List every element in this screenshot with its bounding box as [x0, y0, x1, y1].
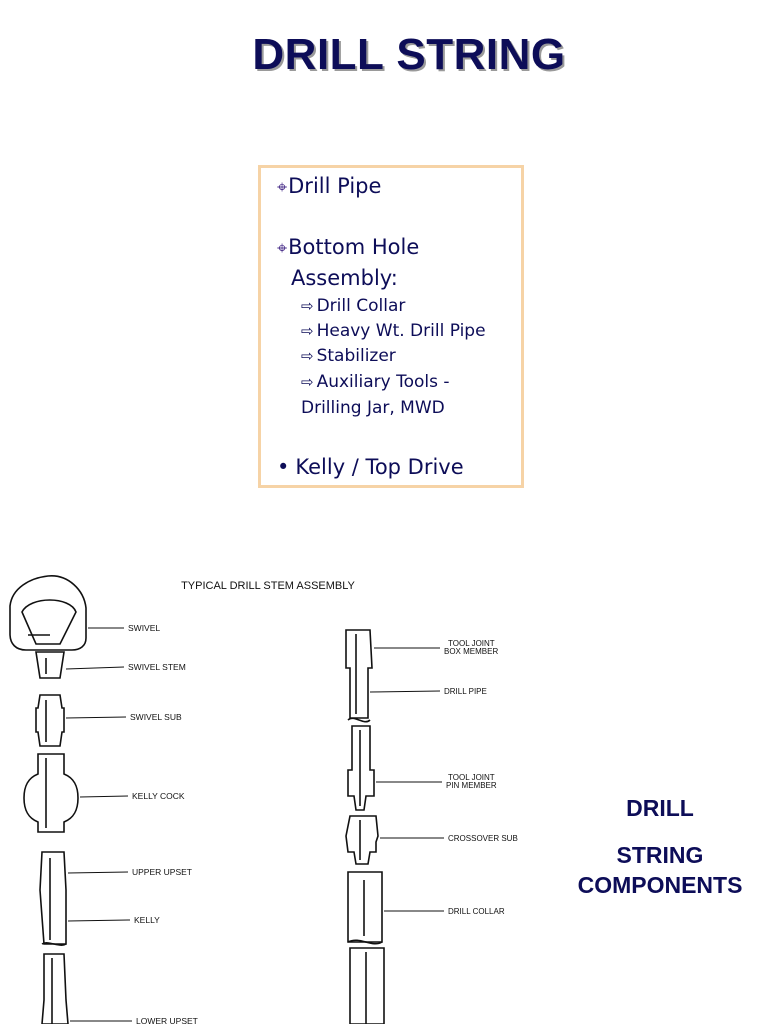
- left-labels: [128, 623, 198, 1024]
- drill-pipe-box-shape: [346, 630, 372, 718]
- swivel-shape: [10, 576, 86, 650]
- swivel-bail-shape: [22, 600, 76, 644]
- sub-bullet-text-continuation: Drilling Jar, MWD: [301, 398, 445, 418]
- bullet-bottom-hole-assembly: [277, 235, 419, 259]
- label-crossover-sub: CROSSOVER SUB: [448, 834, 518, 843]
- label-kelly-cock: KELLY COCK: [132, 791, 185, 801]
- dot-bullet-icon: •: [277, 455, 290, 479]
- label-drill-pipe: DRILL PIPE: [444, 687, 487, 696]
- sub-bullet-text: Drill Collar: [316, 296, 406, 316]
- label-tool-joint-box-2: BOX MEMBER: [444, 647, 499, 656]
- drill-stem-assembly-figure: [0, 560, 540, 1024]
- swivel-sub-shape: [36, 695, 64, 746]
- slide-title: DRILL STRING: [252, 30, 566, 79]
- lower-collar-shape: [350, 948, 384, 1024]
- arrow-right-icon: ⇨: [301, 322, 314, 340]
- crosshair-bullet-icon: ⌖: [277, 238, 288, 259]
- right-column-components: [346, 630, 384, 1024]
- arrow-right-icon: ⇨: [301, 373, 314, 391]
- bullet-text: Drill Pipe: [288, 174, 382, 198]
- label-upper-upset: UPPER UPSET: [132, 867, 192, 877]
- swivel-stem-shape: [36, 652, 64, 678]
- label-lower-upset: LOWER UPSET: [136, 1016, 198, 1024]
- drill-stem-diagram: [0, 560, 540, 1024]
- drill-pipe-pin-shape: [348, 726, 374, 810]
- label-tool-joint-box-1: TOOL JOINT: [448, 639, 495, 648]
- label-kelly: KELLY: [134, 915, 160, 925]
- label-tool-joint-pin-1: TOOL JOINT: [448, 773, 495, 782]
- sub-bullet-drill-collar: [301, 296, 405, 316]
- bullet-text: Kelly / Top Drive: [295, 455, 464, 479]
- crossover-sub-shape: [346, 816, 378, 864]
- label-drill-collar: DRILL COLLAR: [448, 907, 505, 916]
- sub-bullet-auxiliary-tools: [301, 372, 450, 392]
- figure-title: TYPICAL DRILL STEM ASSEMBLY: [181, 580, 355, 592]
- sub-bullet-text: Heavy Wt. Drill Pipe: [316, 321, 486, 341]
- sub-bullet-text: Auxiliary Tools -: [316, 372, 450, 392]
- caption-line-1: DRILL: [626, 795, 694, 821]
- right-labels: [444, 639, 518, 916]
- sub-bullet-text: Stabilizer: [316, 346, 396, 366]
- lower-upset-shape: [42, 954, 68, 1024]
- bullet-text-continuation: Assembly:: [291, 266, 398, 290]
- arrow-right-icon: ⇨: [301, 347, 314, 365]
- label-swivel: SWIVEL: [128, 623, 161, 633]
- caption-line-3: COMPONENTS: [577, 872, 743, 898]
- left-leader-lines: [66, 628, 132, 1021]
- bullet-drill-pipe: [277, 174, 381, 198]
- crosshair-bullet-icon: ⌖: [277, 177, 288, 198]
- bullet-box: [258, 165, 524, 488]
- drill-collar-shape: [348, 872, 382, 942]
- upper-upset-kelly-shape: [40, 852, 66, 944]
- arrow-right-icon: ⇨: [301, 297, 314, 315]
- label-swivel-sub: SWIVEL SUB: [130, 712, 182, 722]
- sub-bullet-heavy-wt-drill-pipe: [301, 321, 486, 341]
- left-column-components: [10, 576, 86, 1024]
- bullet-text: Bottom Hole: [288, 235, 420, 259]
- label-tool-joint-pin-2: PIN MEMBER: [446, 781, 497, 790]
- caption-line-2: STRING: [616, 842, 704, 868]
- kelly-cock-shape: [24, 754, 78, 832]
- bullet-kelly-top-drive: [277, 455, 464, 479]
- label-swivel-stem: SWIVEL STEM: [128, 662, 186, 672]
- sub-bullet-stabilizer: [301, 346, 396, 366]
